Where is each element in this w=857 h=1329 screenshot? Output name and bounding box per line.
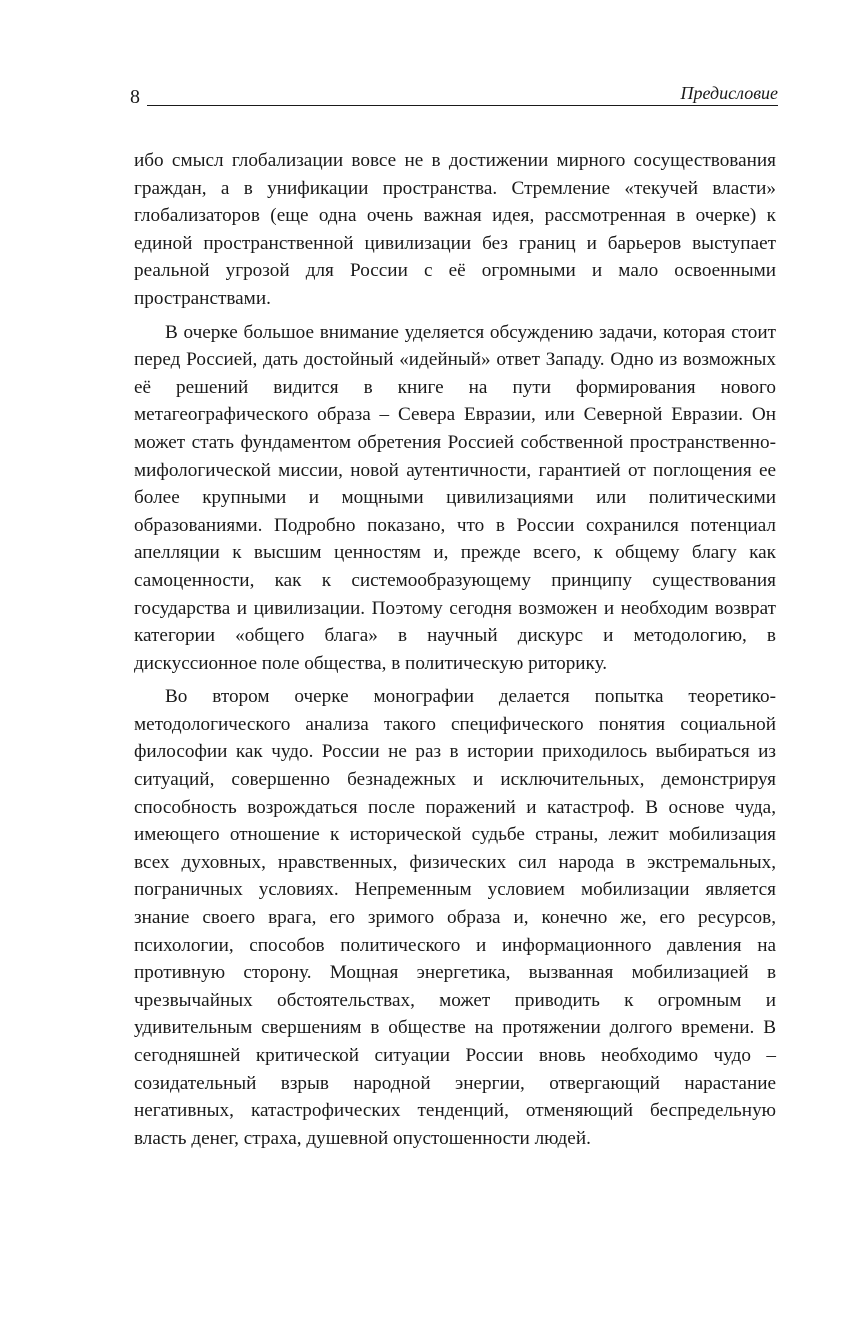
paragraph-second-essay: Во втором очерке монографии делается попытка теоретико-методологического анализа такого специфического понятия социальной философии как чудо. России не раз в истории приходилось выбираться из ситуаций, совершенно безнадежных и исключительных, демонстрируя способность возрождаться после поражений и катастроф. В основе чуда, имеющего отношение к исторической судьбе страны, лежит мобилизация всех духовных, нравственных, физических сил народа в экстремальных, пограничных условиях. Непременным условием мобилизации является знание своего врага, его зримого образа и, конечно же, его ресурсов, психологии, способов политического и информационного давления на противную сторону. Мощная энергетика, вызванная мобилизацией в чрезвычайных обстоятельствах, может приводить к огромным и удивительным свершениям в обществе на протяжении долгого времени. В сегодняшней критической ситуации России вновь необходимо чудо – созидательный взрыв народной энергии, отвергающий нарастание негативных, катастрофических тенденций, отменяющий беспредельную власть денег, страха, душевной опустошенности людей. — [134, 686, 776, 1149]
paragraph-first-essay: В очерке большое внимание уделяется обсуждению задачи, которая стоит перед Россией, дать достойный «идейный» ответ Западу. Одно из возможных её решений видится в книге на пути формирования нового метагеографического образа – Севера Евразии, или Северной Евразии. Он может стать фундаментом обретения Россией собственной пространственно-мифологической миссии, новой аутентичности, гарантией от поглощения ее более крупными и мощными цивилизациями или политическими образованиями. Подробно показано, что в России сохранился потенциал апелляции к высшим ценностям и, прежде всего, к общему благу как самоценности, как к системообразующему принципу существования государства и цивилизации. Поэтому сегодня возможен и необходим возврат категории «общего блага» в научный дискурс и методологию, в дискуссионное поле общества, в политическую риторику. — [134, 321, 776, 674]
running-head — [130, 84, 778, 108]
header-rule — [147, 105, 778, 106]
running-title: Предисловие — [674, 84, 778, 102]
paragraph-continued: ибо смысл глобализации вовсе не в достижении мирного сосуществования граждан, а в унификации пространства. Стремление «текучей власти» глобализаторов (еще одна очень важная идея, рассмотренная в очерке) к единой пространственной цивилизации без границ и барьеров выступает реальной угрозой для России с её огромными и мало освоенными пространствами. — [134, 150, 776, 309]
page-number: 8 — [130, 86, 140, 108]
body-text — [134, 147, 776, 1152]
